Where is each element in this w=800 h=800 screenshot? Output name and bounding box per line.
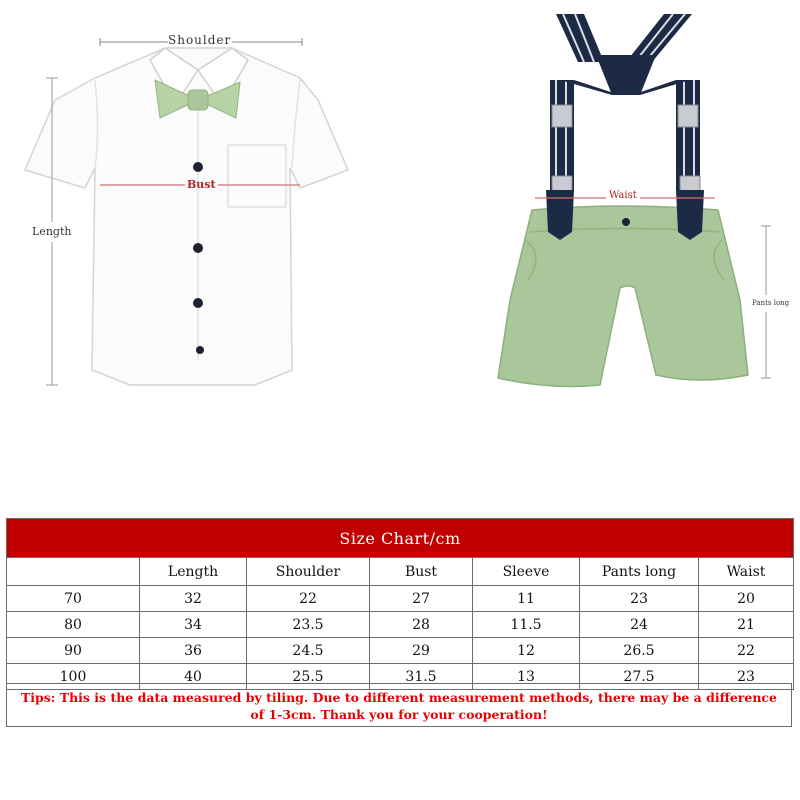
table-cell: 80 [7,612,140,638]
shoulder-label: Shoulder [168,33,232,47]
table-cell: 22 [247,586,370,612]
table-cell: 70 [7,586,140,612]
table-cell: 27 [370,586,473,612]
table-cell: 25.5 [247,664,370,690]
header-cell: Sleeve [473,558,580,586]
size-chart-title-row [7,519,794,558]
table-row [7,586,794,612]
table-cell: 22 [699,638,794,664]
table-cell: 28 [370,612,473,638]
table-cell: 13 [473,664,580,690]
table-cell: 24.5 [247,638,370,664]
table-cell: 23 [580,586,699,612]
table-cell: 26.5 [580,638,699,664]
tips-note: Tips: This is the data measured by tiling. Due to different measurement methods, there may be a difference of 1-3cm. Thank you for your cooperation! [6,683,792,727]
table-row [7,638,794,664]
bust-label: Bust [187,178,216,191]
table-cell: 11 [473,586,580,612]
table-cell: 100 [7,664,140,690]
pants-long-label: Pants long [752,299,790,307]
table-cell: 36 [140,638,247,664]
size-chart-title: Size Chart/cm [7,519,794,558]
table-cell: 34 [140,612,247,638]
table-cell: 31.5 [370,664,473,690]
header-cell: Waist [699,558,794,586]
size-chart-table [6,518,794,690]
header-cell: Pants long [580,558,699,586]
table-cell: 23 [699,664,794,690]
header-cell: Length [140,558,247,586]
header-cell: Bust [370,558,473,586]
table-cell: 27.5 [580,664,699,690]
table-cell: 11.5 [473,612,580,638]
table-cell: 40 [140,664,247,690]
table-cell: 29 [370,638,473,664]
header-cell [7,558,140,586]
table-cell: 32 [140,586,247,612]
table-cell: 90 [7,638,140,664]
table-cell: 24 [580,612,699,638]
table-cell: 12 [473,638,580,664]
header-cell: Shoulder [247,558,370,586]
table-cell: 20 [699,586,794,612]
length-label: Length [32,225,72,238]
table-cell: 21 [699,612,794,638]
waist-label: Waist [609,190,637,201]
table-cell: 23.5 [247,612,370,638]
table-row [7,612,794,638]
size-chart-header-row [7,558,794,586]
